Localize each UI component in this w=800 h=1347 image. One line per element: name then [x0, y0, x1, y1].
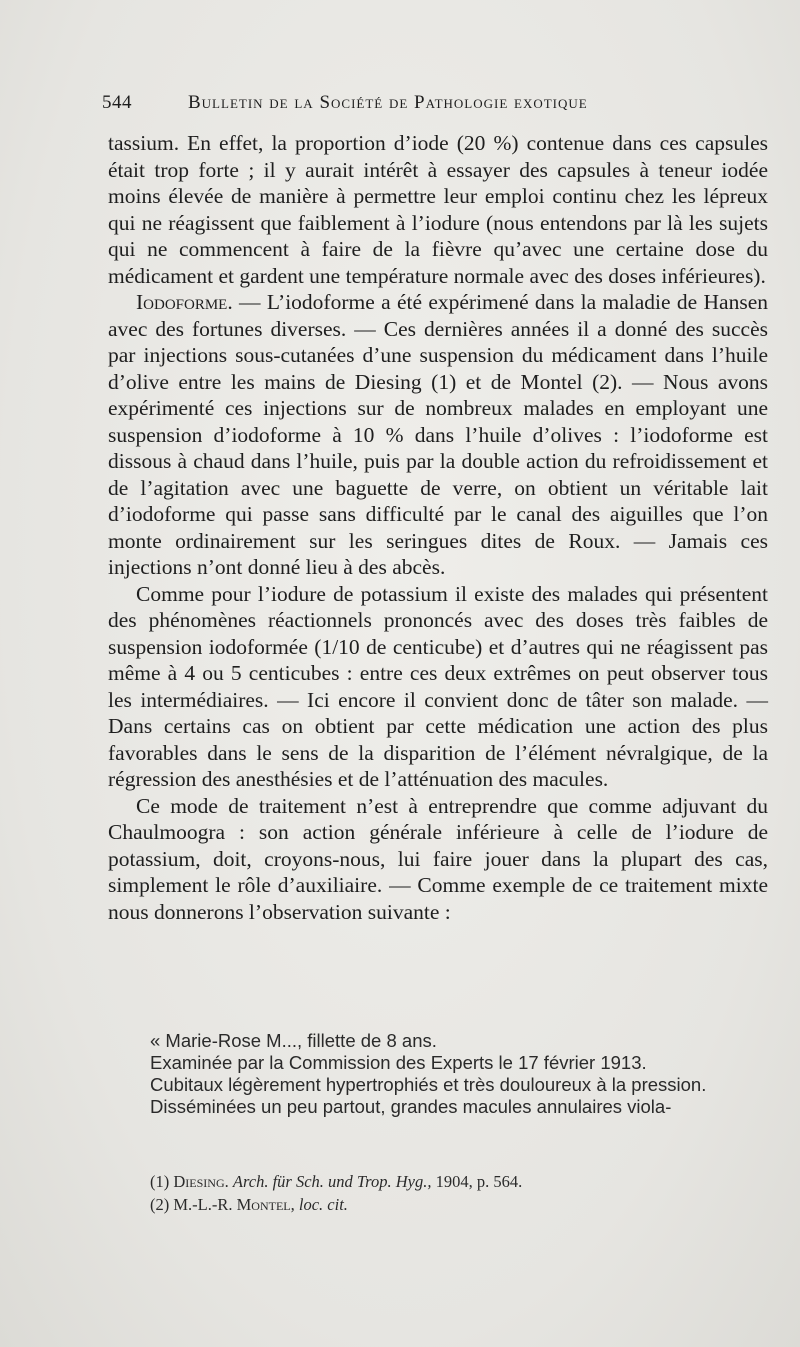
running-title: Bulletin de la Société de Pathologie exotique — [188, 92, 588, 113]
page-number: 544 — [102, 92, 132, 113]
footnote-1 — [150, 1170, 770, 1193]
body-text — [108, 130, 768, 925]
observation-line: Disséminées un peu partout, grandes macules annulaires viola- — [150, 1096, 672, 1117]
footnote-mark: (2) — [150, 1195, 170, 1214]
footnote-work: loc. cit. — [298, 1195, 348, 1214]
footnote-rest: 1904, p. 564. — [435, 1172, 523, 1191]
footnotes — [150, 1170, 770, 1216]
paragraph-iodoforme — [108, 289, 768, 581]
footnote-2 — [150, 1193, 770, 1216]
paragraph-2-text: — L’iodoforme a été expérimené dans la maladie de Hansen avec des fortunes diverses. — Ces dernières années il a donné des succès par injections sous-cutanées d’une suspension du médicament dans l’huile d’olive entre les mains de Diesing (1) et de Montel (2). — Nous avons expérimenté ces injections sur de nombreux malades en employant une suspension d’iodoforme à 10 % dans l’huile d’olives : l’iodoforme est dissous à chaud dans l’huile, puis par la double action du refroidissement et de l’agitation avec une baguette de verre, on obtient un véritable lait d’iodoforme qui passe sans difficulté par le canal des aiguilles que l’on monte ordinairement sur les seringues dites de Roux. — Jamais ces injections n’ont donné lieu à des abcès. — [108, 290, 768, 579]
observation-line: Cubitaux légèrement hypertrophiés et très douloureux à la pression. — [150, 1074, 707, 1095]
paragraph-1: tassium. En effet, la proportion d’iode (20 %) contenue dans ces capsules était trop forte ; il y aurait intérêt à essayer des capsules à teneur iodée moins élevée de manière à permettre leur emploi continu chez les lépreux qui ne réagissent que faiblement à l’iodure (nous entendons par là les sujets qui ne commencent à faire de la fièvre qu’avec une certaine dose du médicament et gardent une température normale avec des doses inférieures). — [108, 131, 768, 288]
footnote-author: M.-L.-R. Montel, — [173, 1195, 295, 1214]
observation-block — [130, 1030, 770, 1118]
section-lead: Iodoforme. — [136, 290, 233, 314]
paragraph-4: Ce mode de traitement n’est à entreprendre que comme adjuvant du Chaulmoogra : son action générale inférieure à celle de l’iodure de potassium, doit, croyons-nous, lui faire jouer dans la plupart des cas, simplement le rôle d’auxiliaire. — Comme exemple de ce traitement mixte nous donnerons l’observation suivante : — [108, 793, 768, 924]
paragraph-3: Comme pour l’iodure de potassium il existe des malades qui présentent des phénomènes réactionnels prononcés avec des doses très faibles de suspension iodoformée (1/10 de centicube) et d’autres qui ne réagissent pas même à 4 ou 5 centicubes : entre ces deux extrêmes on peut observer tous les intermédiaires. — Ici encore il convient donc de tâter son malade. — Dans certains cas on obtient par cette médication une action des plus favorables dans le sens de la disparition de l’élément névralgique, de la régression des anesthésies et de l’atténuation des macules. — [108, 581, 768, 791]
footnote-work: Arch. für Sch. und Trop. Hyg., — [232, 1172, 432, 1191]
observation-line: Examinée par la Commission des Experts le 17 février 1913. — [150, 1052, 647, 1073]
footnote-author: Diesing. — [173, 1172, 229, 1191]
footnote-mark: (1) — [150, 1172, 170, 1191]
observation-line: « Marie-Rose M..., fillette de 8 ans. — [150, 1030, 437, 1051]
